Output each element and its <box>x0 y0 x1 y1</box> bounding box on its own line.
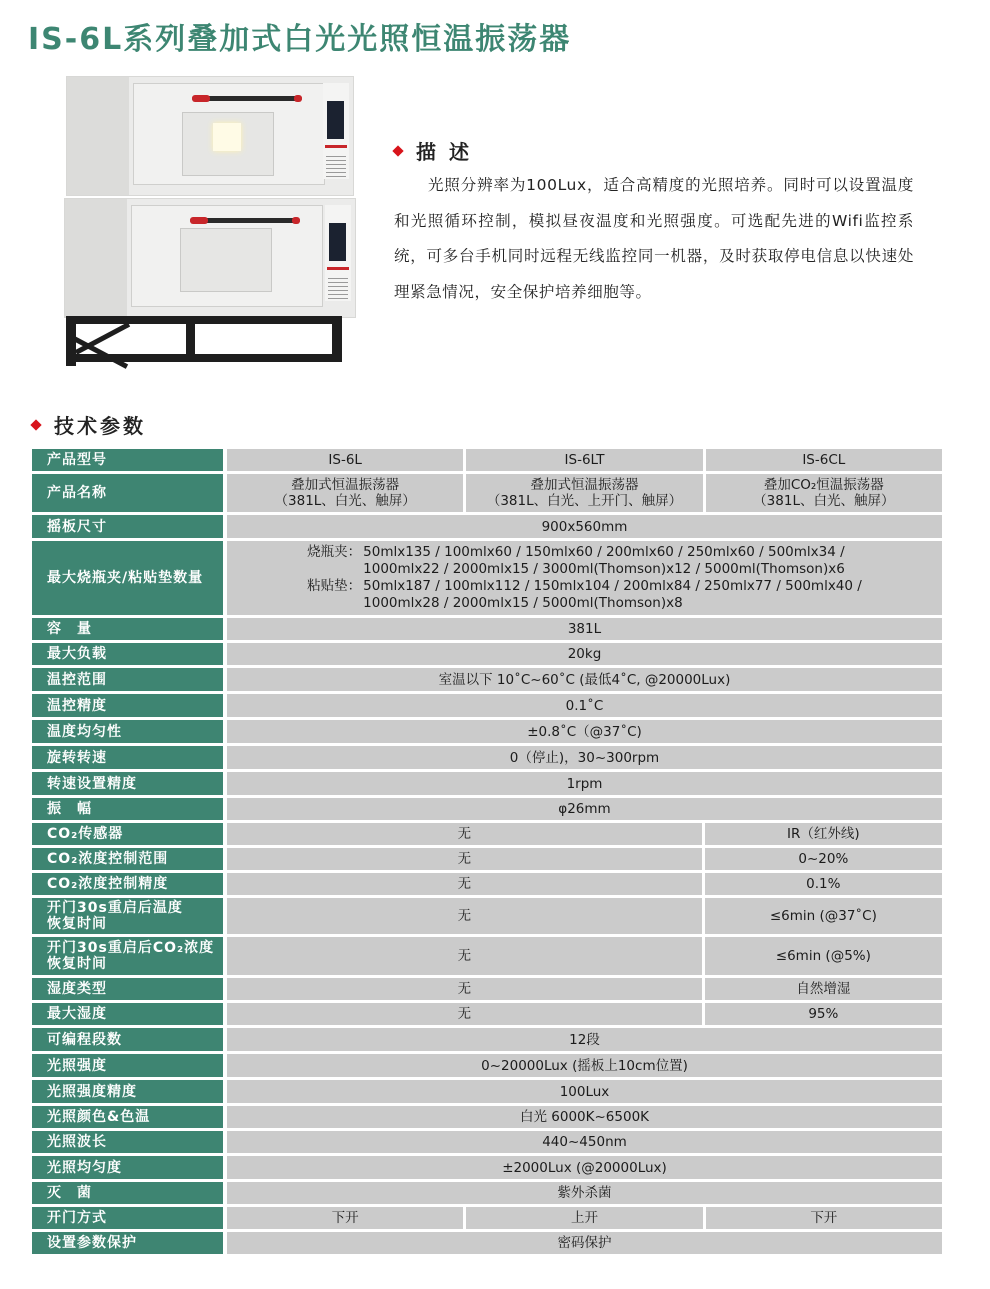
row-label: 温控精度 <box>32 694 223 717</box>
row-label: 开门30s重启后CO₂浓度 恢复时间 <box>32 937 223 975</box>
value-cell: 上开 <box>466 1207 702 1229</box>
value-cell: ≤6min (@5%) <box>705 937 942 975</box>
table-row <box>32 1232 942 1254</box>
table-row <box>32 474 942 512</box>
table-row <box>32 694 942 717</box>
row-label: 开门方式 <box>32 1207 223 1229</box>
table-row <box>32 1003 942 1025</box>
row-label: 旋转转速 <box>32 746 223 769</box>
table-row <box>32 1207 942 1229</box>
value-cell: 900x560mm <box>227 515 942 538</box>
value-cell: 无 <box>227 823 702 845</box>
row-label: 振 幅 <box>32 798 223 820</box>
value-cell: 381L <box>227 618 942 640</box>
value-cell: 紫外杀菌 <box>227 1182 942 1204</box>
table-row <box>32 643 942 665</box>
table-row <box>32 937 942 975</box>
value-cell: IR（红外线) <box>705 823 942 845</box>
table-row <box>32 1106 942 1128</box>
value-cell: ≤6min (@37˚C) <box>705 898 942 934</box>
value-cell: 白光 6000K~6500K <box>227 1106 942 1128</box>
lower-shaker-unit <box>64 198 356 318</box>
product-name-cell: 叠加式恒温振荡器 （381L、白光、触屏） <box>227 474 463 512</box>
row-label: 摇板尺寸 <box>32 515 223 538</box>
row-label: 光照均匀度 <box>32 1156 223 1179</box>
model-cell: IS-6CL <box>706 449 942 471</box>
value-cell: 0~20000Lux (摇板上10cm位置) <box>227 1054 942 1077</box>
row-label: 最大负载 <box>32 643 223 665</box>
row-label: 光照颜色&色温 <box>32 1106 223 1128</box>
row-label: 光照波长 <box>32 1131 223 1153</box>
control-panel <box>325 205 351 301</box>
value-cell: 95% <box>705 1003 942 1025</box>
table-row <box>32 1028 942 1051</box>
row-label: 温度均匀性 <box>32 720 223 743</box>
value-cell: ±2000Lux (@20000Lux) <box>227 1156 942 1179</box>
model-cell: IS-6LT <box>466 449 702 471</box>
row-label: 光照强度 <box>32 1054 223 1077</box>
table-row <box>32 449 942 471</box>
row-label: 灭 菌 <box>32 1182 223 1204</box>
value-cell: 0.1˚C <box>227 694 942 717</box>
door-handle-icon <box>190 218 300 223</box>
table-row <box>32 898 942 934</box>
value-cell: 1rpm <box>227 772 942 795</box>
table-row <box>32 873 942 895</box>
table-row <box>32 848 942 870</box>
row-label: 温控范围 <box>32 668 223 691</box>
description-heading: 描 述 <box>394 136 472 165</box>
product-photo <box>58 70 358 370</box>
table-row <box>32 1182 942 1204</box>
row-label: 产品型号 <box>32 449 223 471</box>
table-row <box>32 746 942 769</box>
value-cell: 无 <box>227 1003 702 1025</box>
model-cell: IS-6L <box>227 449 463 471</box>
row-label: CO₂浓度控制精度 <box>32 873 223 895</box>
value-cell: 无 <box>227 848 702 870</box>
value-cell: 无 <box>227 873 702 895</box>
value-cell: 0（停止)，30~300rpm <box>227 746 942 769</box>
product-name-cell: 叠加式恒温振荡器 （381L、白光、上开门、触屏） <box>466 474 702 512</box>
lower-door <box>131 205 323 307</box>
table-row <box>32 515 942 538</box>
description-text: 光照分辨率为100Lux，适合高精度的光照培养。同时可以设置温度和光照循环控制，模拟昼夜温度和光照强度。可选配先进的Wifi监控系统，可多台手机同时远程无线监控同一机器，及时获取停电信息以快速处理紧急情况，安全保护培养细胞等。 <box>394 176 914 301</box>
table-row <box>32 823 942 845</box>
diamond-bullet-icon <box>392 145 403 156</box>
value-cell: 0.1% <box>705 873 942 895</box>
door-handle-icon <box>192 96 302 101</box>
touchscreen-icon <box>329 223 346 261</box>
value-cell: 无 <box>227 937 702 975</box>
table-row <box>32 1156 942 1179</box>
value-cell: ±0.8˚C（@37˚C) <box>227 720 942 743</box>
row-label: 容 量 <box>32 618 223 640</box>
value-cell: 100Lux <box>227 1080 942 1103</box>
table-row <box>32 1054 942 1077</box>
value-cell: 密码保护 <box>227 1232 942 1254</box>
row-label: 转速设置精度 <box>32 772 223 795</box>
control-panel <box>323 83 349 179</box>
flask-capacity-cell: 烧瓶夹： 50mlx135 / 100mlx60 / 150mlx60 / 200mlx60 / 250mlx60 / 500mlx34 / 1000mlx22 / 2000mlx15 / 3000ml(Thomson)x12 / 5000ml(Thomson)x6 粘贴垫： 50mlx187 / 100mlx112 / 150mlx104 / 200mlx84 / 250mlx77 / 500mlx40 / 1000mlx28 / 2000mlx15 / 5000ml(Thomson)x8 <box>227 541 942 615</box>
table-row <box>32 1131 942 1153</box>
row-label: 可编程段数 <box>32 1028 223 1051</box>
spec-table <box>32 449 942 1257</box>
table-row <box>32 720 942 743</box>
value-cell: 下开 <box>227 1207 463 1229</box>
upper-door <box>133 83 325 185</box>
row-label: 设置参数保护 <box>32 1232 223 1254</box>
table-row <box>32 772 942 795</box>
value-cell: 下开 <box>706 1207 942 1229</box>
value-cell: 无 <box>227 898 702 934</box>
row-label: 开门30s重启后温度 恢复时间 <box>32 898 223 934</box>
product-name-cell: 叠加CO₂恒温振荡器 （381L、白光、触屏） <box>706 474 942 512</box>
row-label: 光照强度精度 <box>32 1080 223 1103</box>
row-label: 最大湿度 <box>32 1003 223 1025</box>
row-label: 最大烧瓶夹/粘贴垫数量 <box>32 541 223 615</box>
value-cell: φ26mm <box>227 798 942 820</box>
touchscreen-icon <box>327 101 344 139</box>
row-label: CO₂传感器 <box>32 823 223 845</box>
value-cell: 20kg <box>227 643 942 665</box>
table-row <box>32 798 942 820</box>
specs-heading: 技术参数 <box>32 410 146 439</box>
page-title: IS-6L系列叠加式白光光照恒温振荡器 <box>28 22 572 57</box>
value-cell: 0~20% <box>705 848 942 870</box>
table-row <box>32 978 942 1000</box>
value-cell: 室温以下 10˚C~60˚C (最低4˚C, @20000Lux) <box>227 668 942 691</box>
value-cell: 440~450nm <box>227 1131 942 1153</box>
table-row <box>32 618 942 640</box>
value-cell: 无 <box>227 978 702 1000</box>
stand-frame <box>66 316 342 366</box>
row-label: CO₂浓度控制范围 <box>32 848 223 870</box>
row-label: 产品名称 <box>32 474 223 512</box>
table-row <box>32 668 942 691</box>
table-row <box>32 541 942 615</box>
value-cell: 自然增湿 <box>705 978 942 1000</box>
diamond-bullet-icon <box>30 419 41 430</box>
row-label: 湿度类型 <box>32 978 223 1000</box>
value-cell: 12段 <box>227 1028 942 1051</box>
upper-shaker-unit <box>66 76 354 196</box>
table-row <box>32 1080 942 1103</box>
